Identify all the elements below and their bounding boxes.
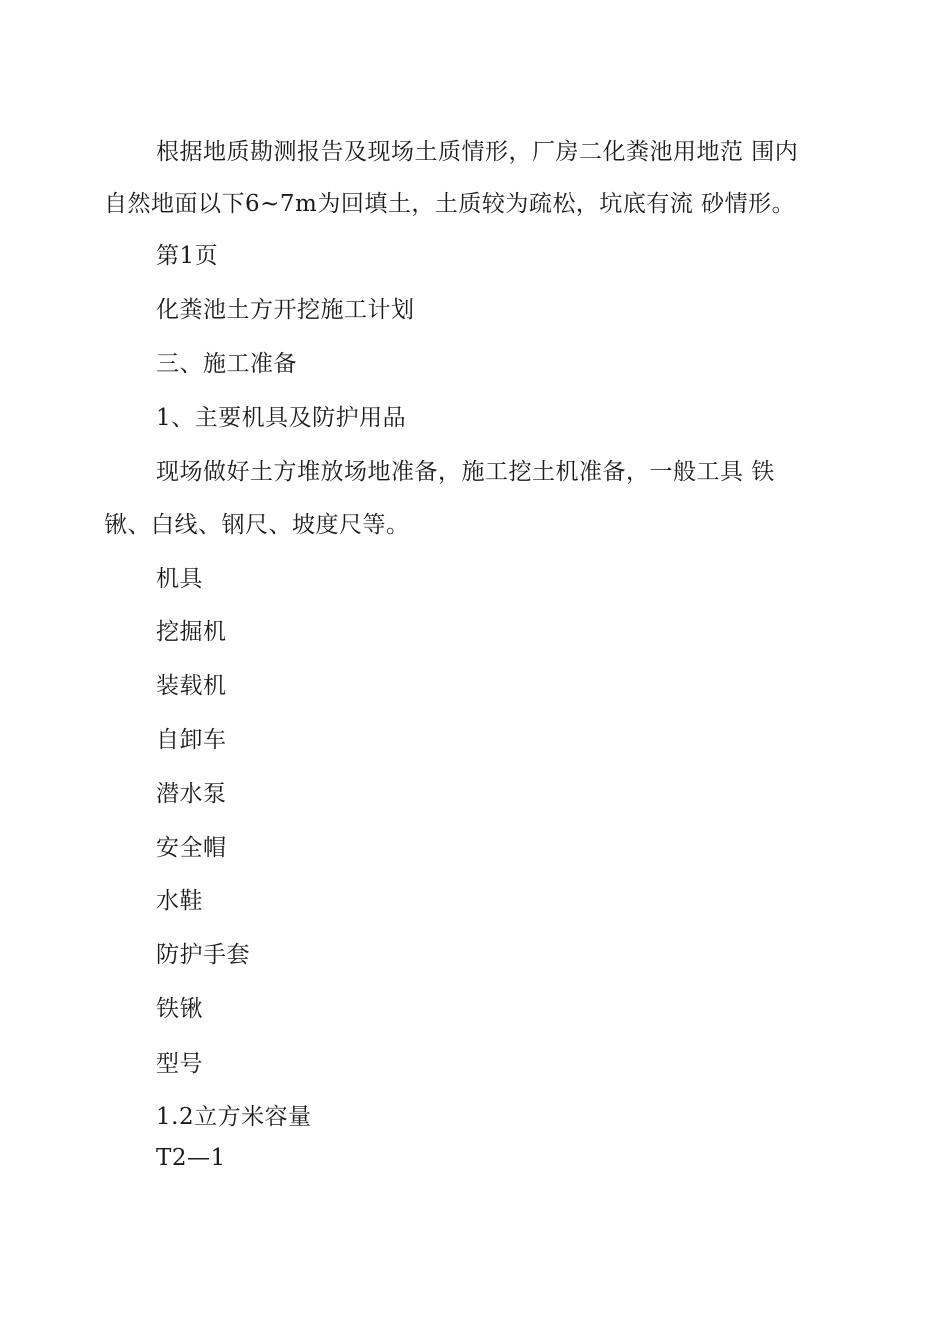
subsection-heading: 1、主要机具及防护用品 bbox=[156, 405, 407, 431]
paragraph-line: 自然地面以下6~7m为回填土，土质较为疏松，坑底有流 砂情形。 bbox=[104, 191, 796, 217]
list-item: 防护手套 bbox=[156, 942, 250, 968]
list-item: 机具 bbox=[156, 566, 203, 592]
list-item: 1.2立方米容量 bbox=[156, 1104, 312, 1130]
list-item: 水鞋 bbox=[156, 888, 203, 914]
list-item: 型号 bbox=[156, 1051, 203, 1077]
section-heading: 三、施工准备 bbox=[156, 351, 297, 377]
list-item: 装载机 bbox=[156, 673, 227, 699]
list-item: T2—1 bbox=[156, 1145, 226, 1171]
page-number-label: 第1页 bbox=[156, 243, 219, 269]
list-item: 安全帽 bbox=[156, 835, 227, 861]
list-item: 铁锹 bbox=[156, 996, 203, 1022]
paragraph-line: 锹、白线、钢尺、坡度尺等。 bbox=[104, 512, 410, 538]
document-title: 化粪池土方开挖施工计划 bbox=[156, 297, 415, 323]
paragraph-line: 根据地质勘测报告及现场土质情形，厂房二化粪池用地范 围内 bbox=[156, 139, 799, 165]
list-item: 挖掘机 bbox=[156, 619, 227, 645]
paragraph-line: 现场做好土方堆放场地准备，施工挖土机准备，一般工具 铁 bbox=[156, 459, 775, 485]
list-item: 自卸车 bbox=[156, 727, 227, 753]
list-item: 潜水泵 bbox=[156, 781, 227, 807]
